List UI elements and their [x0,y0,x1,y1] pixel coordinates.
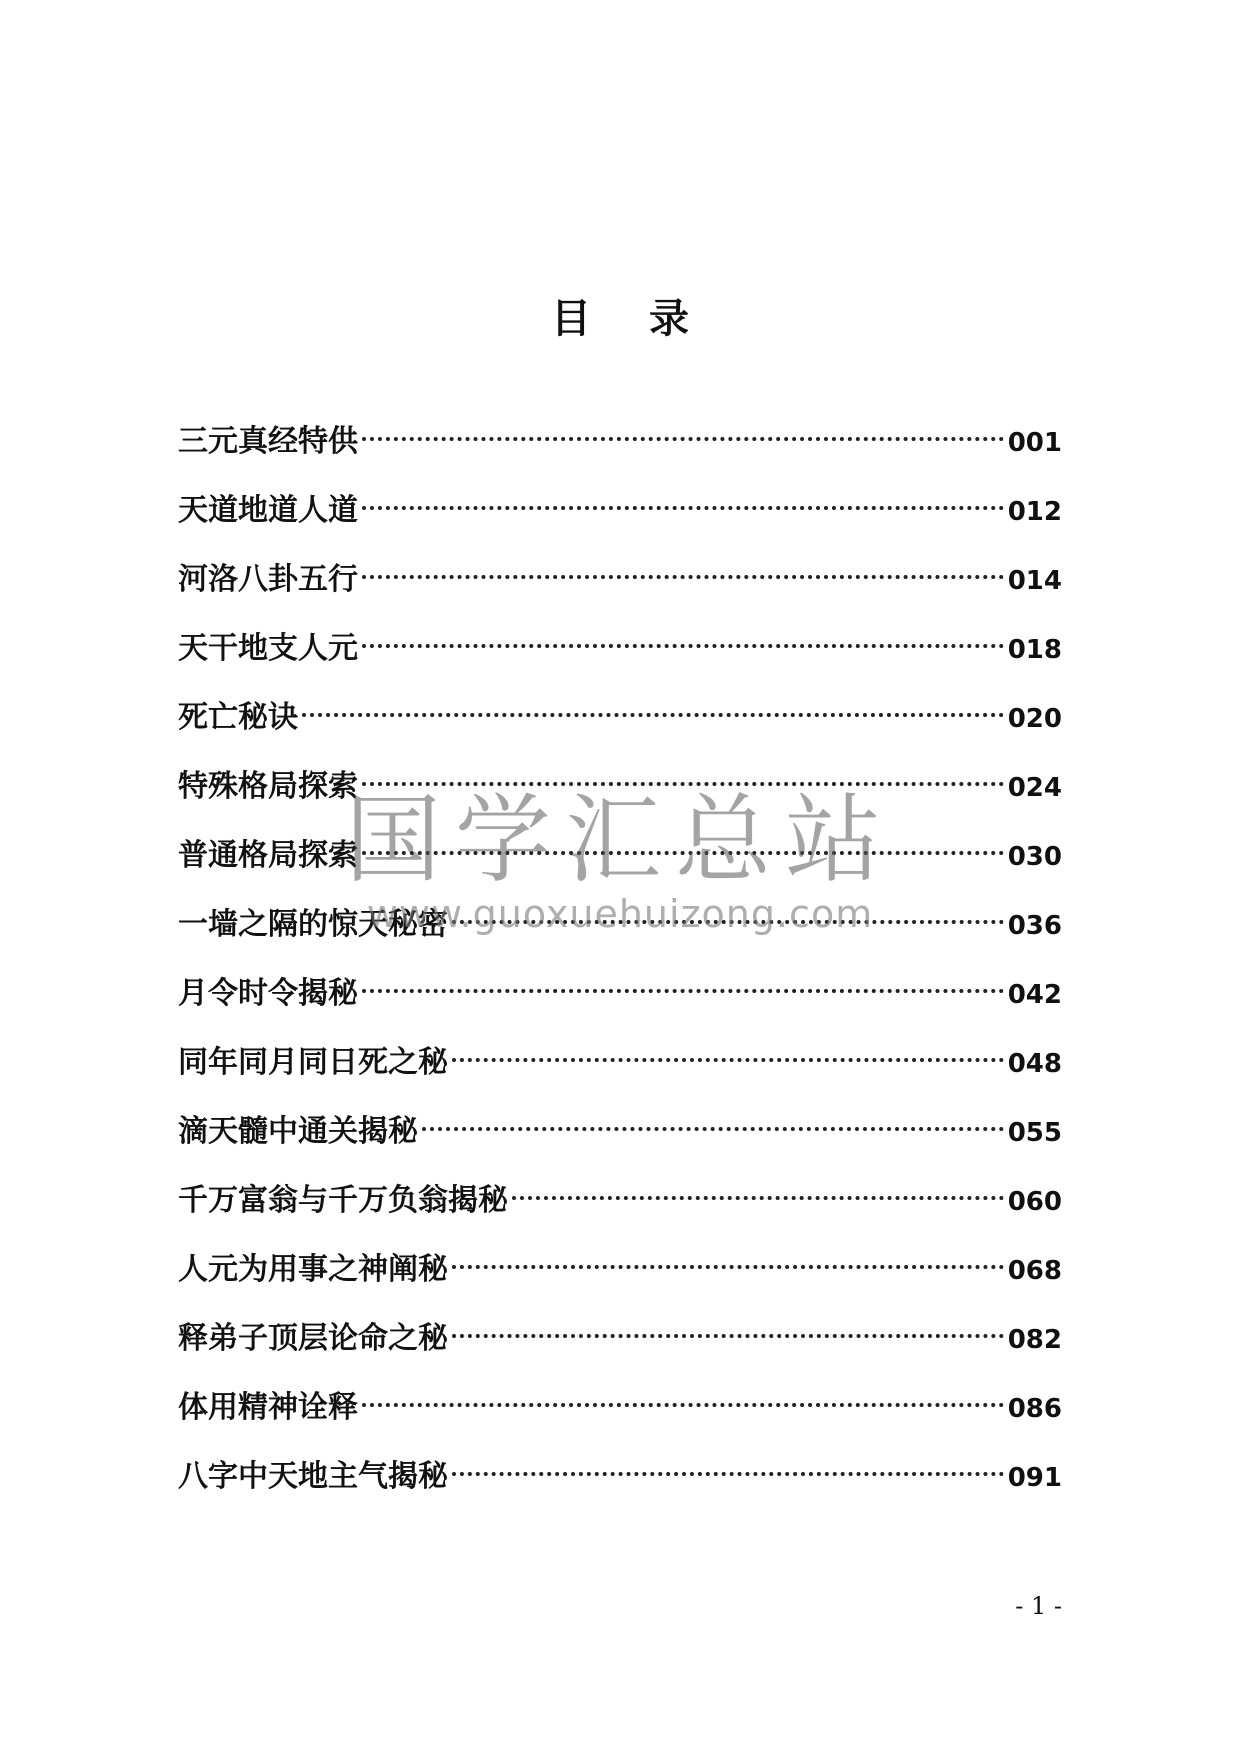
toc-entry-page: 068 [1007,1256,1062,1286]
toc-entry-title: 滴天髓中通关揭秘 [178,1114,418,1149]
toc-entry-title: 天道地道人道 [178,493,358,528]
toc-entry-title: 人元为用事之神阐秘 [178,1252,448,1287]
toc-dot-leader [362,437,1004,441]
toc-entry[interactable] [178,627,1062,696]
toc-entry[interactable] [178,1248,1062,1317]
toc-entry[interactable] [178,1455,1062,1524]
toc-entry-page: 042 [1007,980,1062,1010]
toc-entry-title: 八字中天地主气揭秘 [178,1459,448,1494]
toc-dot-leader [362,644,1004,648]
toc-dot-leader [302,713,1004,717]
toc-dot-leader [452,1265,1004,1269]
toc-entry-page: 001 [1007,428,1062,458]
toc-dot-leader [452,1058,1004,1062]
toc-entry[interactable] [178,558,1062,627]
toc-entry-page: 018 [1007,635,1062,665]
toc-entry-page: 012 [1007,497,1062,527]
toc-entry-page: 060 [1007,1187,1062,1217]
toc-entry-title: 同年同月同日死之秘 [178,1045,448,1080]
table-of-contents [178,420,1062,1524]
toc-entry-title: 千万富翁与千万负翁揭秘 [178,1183,508,1218]
watermark-url: www.guoxuehuizong.com [366,892,874,936]
toc-dot-leader [362,506,1004,510]
toc-entry[interactable] [178,1317,1062,1386]
toc-entry-title: 普通格局探索 [178,838,358,873]
toc-dot-leader [362,1403,1004,1407]
toc-entry-page: 014 [1007,566,1062,596]
toc-entry[interactable] [178,420,1062,489]
toc-dot-leader [452,920,1004,924]
toc-entry-title: 一墙之隔的惊天秘密 [178,907,448,942]
toc-entry-title: 月令时令揭秘 [178,976,358,1011]
toc-entry-title: 河洛八卦五行 [178,562,358,597]
toc-entry[interactable] [178,972,1062,1041]
page-title: 目 录 [551,295,711,342]
toc-entry-page: 030 [1007,842,1062,872]
toc-entry[interactable] [178,1179,1062,1248]
toc-entry-page: 091 [1007,1463,1062,1493]
toc-dot-leader [452,1472,1004,1476]
toc-entry-title: 体用精神诠释 [178,1390,358,1425]
toc-entry[interactable] [178,903,1062,972]
toc-entry-page: 036 [1007,911,1062,941]
toc-dot-leader [362,575,1004,579]
page-number: - 1 - [1015,1592,1062,1620]
toc-dot-leader [362,989,1004,993]
toc-entry-title: 特殊格局探索 [178,769,358,804]
toc-entry-page: 048 [1007,1049,1062,1079]
toc-entry[interactable] [178,1110,1062,1179]
toc-entry-page: 055 [1007,1118,1062,1148]
toc-entry[interactable] [178,489,1062,558]
toc-entry-title: 死亡秘诀 [178,700,298,735]
toc-entry-page: 024 [1007,773,1062,803]
toc-entry-title: 三元真经特供 [178,424,358,459]
watermark-logo: 国学汇总站 [345,784,895,896]
toc-entry-page: 082 [1007,1325,1062,1355]
toc-entry[interactable] [178,1041,1062,1110]
toc-entry[interactable] [178,834,1062,903]
toc-dot-leader [362,851,1004,855]
toc-entry-title: 释弟子顶层论命之秘 [178,1321,448,1356]
toc-entry[interactable] [178,696,1062,765]
toc-dot-leader [452,1334,1004,1338]
toc-entry-page: 020 [1007,704,1062,734]
toc-entry[interactable] [178,765,1062,834]
toc-entry-page: 086 [1007,1394,1062,1424]
toc-dot-leader [422,1127,1004,1131]
toc-entry-title: 天干地支人元 [178,631,358,666]
toc-dot-leader [512,1196,1004,1200]
toc-entry[interactable] [178,1386,1062,1455]
toc-dot-leader [362,782,1004,786]
